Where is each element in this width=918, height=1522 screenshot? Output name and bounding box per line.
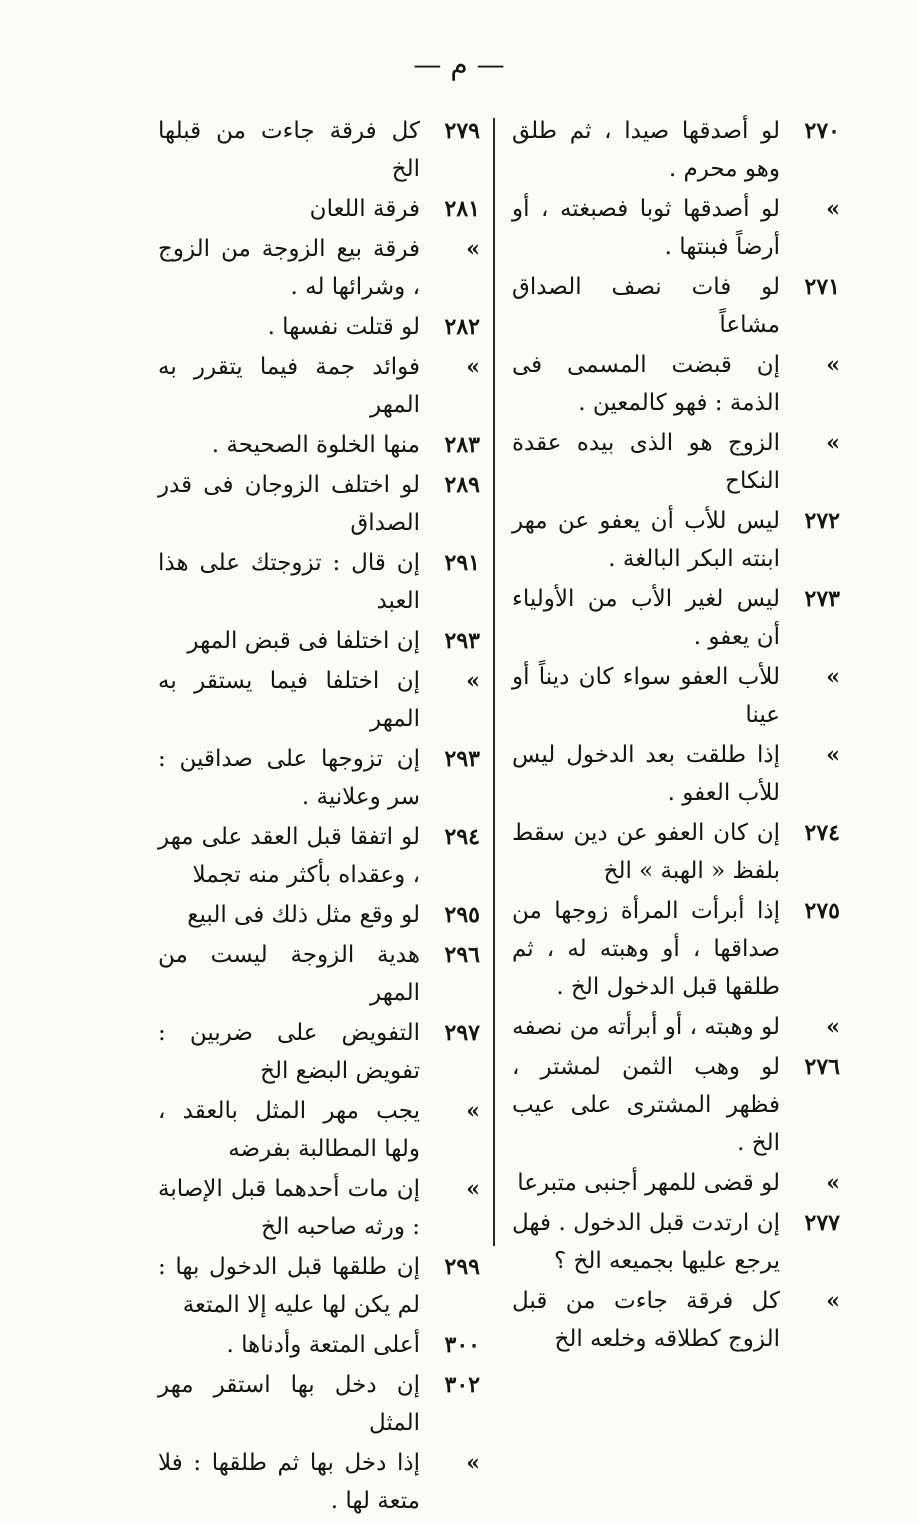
page-number: » [826,1170,840,1196]
index-entry [158,190,480,228]
index-entry [512,736,840,812]
entry-text: لو أصدقها ثوبا فصبغته ، أو أرضاً فبنتها . [512,196,780,260]
index-entry [512,814,840,890]
index-entry [158,896,480,934]
index-entry [158,1248,480,1324]
index-entry [158,308,480,346]
index-entry [158,1014,480,1090]
page-number: ٢٩٣ [444,628,480,654]
index-entry [158,1444,480,1520]
entry-text: للأب العفو سواء كان ديناً أو عينا [512,664,780,728]
entry-text: ليس للأب أن يعفو عن مهر ابنته البكر البالغة . [512,508,780,572]
index-entry [512,658,840,734]
index-entry [512,580,840,656]
page-number: ٢٩٧ [444,1020,480,1046]
page-number: » [466,354,480,380]
entry-text: إن اختلفا فيما يستقر به المهر [158,668,420,732]
index-entry [512,1048,840,1162]
entry-text: إذا دخل بها ثم طلقها : فلا متعة لها . [158,1450,420,1514]
entry-text: لو أصدقها صيدا ، ثم طلق وهو محرم . [512,118,780,182]
entry-text: كل فرقة جاءت من قبل الزوج كطلاقه وخلعه الخ [512,1288,780,1352]
page-marker: — م — [413,48,505,81]
entry-text: لو وقع مثل ذلك فى البيع [187,902,420,928]
index-entry [158,1366,480,1442]
index-entry [158,622,480,660]
entry-text: إن ارتدت قبل الدخول . فهل يرجع عليها بجميعه الخ ؟ [512,1210,780,1274]
page-number: ٣٠٢ [444,1372,480,1398]
page-number: » [466,1098,480,1124]
page-number: ٢٨٣ [444,432,480,458]
entry-text: إن اختلفا فى قبض المهر [187,628,420,654]
page-number: ٢٧٦ [804,1054,840,1080]
index-entry [158,426,480,464]
page-number: ٢٩٩ [444,1254,480,1280]
page-number: ٢٧٧ [804,1210,840,1236]
index-column-left [158,112,480,1522]
page-number: » [826,664,840,690]
entry-text: إن تزوجها على صداقين : سر وعلانية . [158,746,420,810]
index-entry [158,1092,480,1168]
entry-text: لو اختلف الزوجان فى قدر الصداق [158,472,420,536]
entry-text: منها الخلوة الصحيحة . [211,432,420,458]
page-number: ٢٩١ [444,550,480,576]
entry-text: لو اتفقا قبل العقد على مهر ، وعقداه بأكثر منه تجملا [158,824,420,888]
page-number: ٢٩٣ [444,746,480,772]
page-number: ٢٧١ [804,274,840,300]
index-entry [512,190,840,266]
page-number: » [466,668,480,694]
page-number: ٢٧٣ [804,586,840,612]
index-entry [512,1008,840,1046]
page-number: » [826,430,840,456]
page-number: » [826,1014,840,1040]
entry-text: إن دخل بها استقر مهر المثل [158,1372,420,1436]
page-number: ٢٨١ [444,196,480,222]
page-number: ٢٩٦ [444,942,480,968]
page-number: ٢٩٤ [444,824,480,850]
page-number: » [826,742,840,768]
entry-text: التفويض على ضربين : تفويض البضع الخ [158,1020,420,1084]
index-entry [158,1170,480,1246]
page-number: ٣٠٠ [444,1332,480,1358]
entry-text: إن طلقها قبل الدخول بها : لم يكن لها عليه إلا المتعة [158,1254,420,1318]
entry-text: لو قتلت نفسها . [267,314,420,340]
page-number: » [466,1176,480,1202]
page-number: ٢٩٥ [444,902,480,928]
index-column-right [512,112,840,1360]
index-entry [158,1326,480,1364]
entry-text: فرقة اللعان [309,196,420,222]
index-entry [158,230,480,306]
page-number: ٢٨٩ [444,472,480,498]
index-entry [158,544,480,620]
index-entry [512,892,840,1006]
page-number: » [826,352,840,378]
index-entry [158,818,480,894]
entry-text: إذا أبرأت المرأة زوجها من صداقها ، أو وهبته له ، ثم طلقها قبل الدخول الخ . [512,898,780,1000]
entry-text: أعلى المتعة وأدناها . [226,1332,420,1358]
page-number: ٢٧٥ [804,898,840,924]
entry-text: لو فات نصف الصداق مشاعاً [512,274,780,338]
page-number: ٢٧٢ [804,508,840,534]
index-entry [158,348,480,424]
entry-text: لو قضى للمهر أجنبى متبرعا [517,1170,780,1196]
index-entry [512,346,840,422]
entry-text: إن مات أحدهما قبل الإصابة : ورثه صاحبه الخ [158,1176,420,1240]
page-number: » [826,196,840,222]
entry-text: إذا طلقت بعد الدخول ليس للأب العفو . [512,742,780,806]
page-number: ٢٧٤ [804,820,840,846]
entry-text: لو وهبته ، أو أبرأته من نصفه [512,1014,780,1040]
entry-text: فرقة بيع الزوجة من الزوج ، وشرائها له . [158,236,420,300]
page-number: ٢٧٩ [444,118,480,144]
entry-text: إن قال : تزوجتك على هذا العبد [158,550,420,614]
index-entry [158,662,480,738]
index-entry [158,740,480,816]
page-number: » [466,236,480,262]
index-entry [158,936,480,1012]
index-entry [512,1204,840,1280]
entry-text: إن كان العفو عن دين سقط بلفظ « الهبة » الخ [512,820,780,884]
column-divider [493,118,495,1246]
entry-text: لو وهب الثمن لمشتر ، فظهر المشترى على عيب الخ . [512,1054,780,1156]
index-entry [158,466,480,542]
index-entry [512,502,840,578]
entry-text: ليس لغير الأب من الأولياء أن يعفو . [512,586,780,650]
entry-text: إن قبضت المسمى فى الذمة : فهو كالمعين . [512,352,780,416]
entry-text: كل فرقة جاءت من قبلها الخ [158,118,420,182]
index-entry [512,268,840,344]
index-entry [512,424,840,500]
entry-text: فوائد جمة فيما يتقرر به المهر [158,354,420,418]
index-entry [158,112,480,188]
page-number: ٢٨٢ [444,314,480,340]
index-entry [512,1282,840,1358]
entry-text: يجب مهر المثل بالعقد ، ولها المطالبة بفرضه [158,1098,420,1162]
entry-text: هدية الزوجة ليست من المهر [158,942,420,1006]
page-number: » [466,1450,480,1476]
entry-text: الزوج هو الذى بيده عقدة النكاح [512,430,780,494]
page-number: ٢٧٠ [804,118,840,144]
page-number: » [826,1288,840,1314]
index-entry [512,112,840,188]
index-entry [512,1164,840,1202]
